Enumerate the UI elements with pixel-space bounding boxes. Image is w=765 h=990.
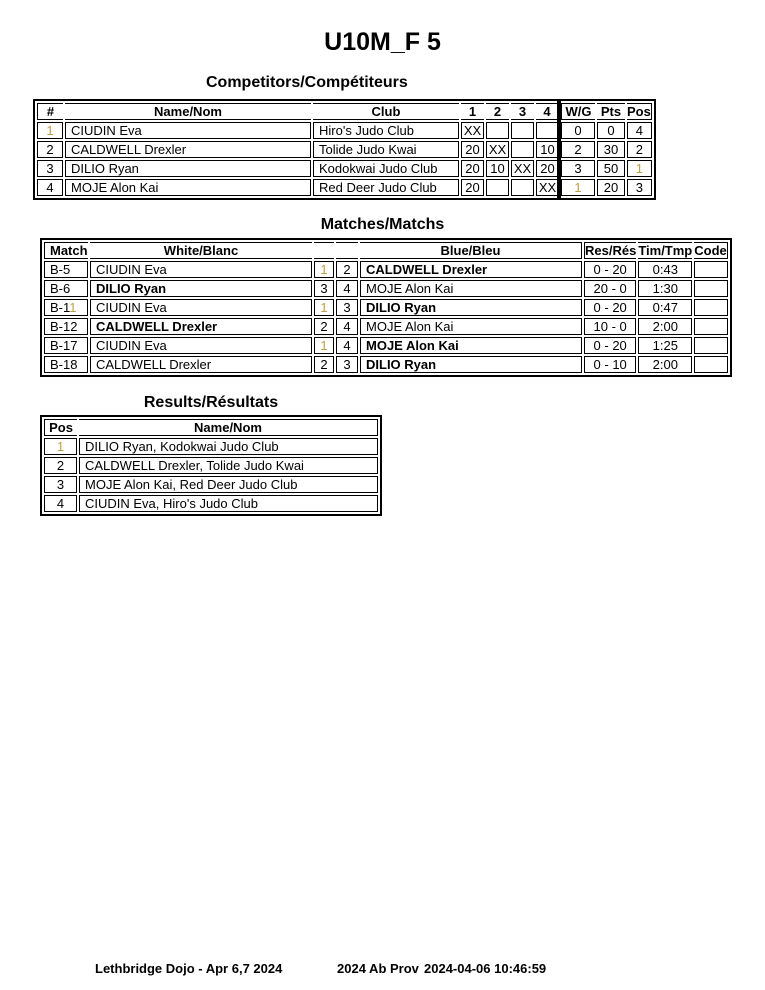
header-pos: Pos [627,104,651,119]
header-pts: Pts [597,103,625,120]
match-time: 1:25 [638,337,692,354]
white-number: 1 [314,299,334,316]
match-result: 20 - 0 [584,280,636,297]
wins: 1 [561,179,595,196]
match-row [44,261,728,278]
match-row [44,280,728,297]
white-competitor: DILIO Ryan [90,280,312,297]
page-title: U10M_F 5 [324,28,441,56]
competitor-name: MOJE Alon Kai [65,179,311,196]
score-vs-2 [486,179,509,196]
score-vs-2 [486,122,509,139]
points: 20 [597,179,625,196]
match-code [694,337,728,354]
score-vs-4: XX [536,179,559,196]
score-vs-3 [511,141,534,158]
header-wg: W/G [561,103,595,120]
position: 3 [627,179,652,196]
position: 4 [627,122,652,139]
competitors-section-title: Competitors/Compétiteurs [206,74,408,91]
footer-venue: Lethbridge Dojo - Apr 6,7 2024 [95,961,283,976]
white-competitor: CIUDIN Eva [90,299,312,316]
match-code [694,356,728,373]
header-pos: Pos [44,419,77,436]
competitor-name: CIUDIN Eva [65,122,311,139]
blue-number: 3 [336,299,358,316]
match-code [694,299,728,316]
matches-header-row [44,242,728,259]
blue-number: 4 [336,337,358,354]
score-vs-2: XX [486,141,509,158]
blue-competitor: DILIO Ryan [360,299,582,316]
white-competitor: CIUDIN Eva [90,337,312,354]
white-number: 2 [314,318,334,335]
match-result: 0 - 10 [584,356,636,373]
score-results-divider [557,99,561,200]
competitor-name: DILIO Ryan [65,160,311,177]
match-code [694,318,728,335]
match-time: 0:47 [638,299,692,316]
blue-competitor: MOJE Alon Kai [360,280,582,297]
white-competitor: CIUDIN Eva [90,261,312,278]
score-vs-2: 10 [486,160,509,177]
footer-event: 2024 Ab Prov [337,961,419,976]
match-time: 1:30 [638,280,692,297]
wins: 3 [561,160,595,177]
header-opp3: 3 [511,103,534,120]
match-row [44,318,728,335]
results-section-title: Results/Résultats [143,394,279,411]
competitors-table [33,99,656,200]
blue-number: 2 [336,261,358,278]
score-vs-1: XX [461,122,484,139]
blue-competitor: MOJE Alon Kai [360,318,582,335]
match-id: B-6 [44,280,88,297]
result-position: 3 [44,476,77,493]
result-position: 1 [44,438,77,455]
score-vs-4: 10 [536,141,559,158]
result-row [44,457,378,474]
header-club: Club [313,103,459,120]
white-number: 3 [314,280,334,297]
results-table [40,415,382,516]
competitor-number: 1 [37,122,63,139]
match-id: B-17 [44,337,88,354]
score-vs-1: 20 [461,160,484,177]
header-name: Name/Nom [79,419,378,436]
competitor-number: 2 [37,141,63,158]
match-code [694,280,728,297]
competitor-name: CALDWELL Drexler [65,141,311,158]
result-row [44,476,378,493]
results-header-row [44,419,378,436]
result-row [44,495,378,512]
result-name: CIUDIN Eva, Hiro's Judo Club [79,495,378,512]
header-res: Res/Rés [585,243,637,258]
matches-table [40,238,732,377]
competitor-number: 3 [37,160,63,177]
header-white-num [314,242,334,259]
points: 30 [597,141,625,158]
score-vs-3 [511,179,534,196]
competitor-number: 4 [37,179,63,196]
match-id: B-12 [44,318,88,335]
competitor-club: Tolide Judo Kwai [313,141,459,158]
score-vs-4: 20 [536,160,559,177]
score-vs-3: XX [511,160,534,177]
match-time: 2:00 [638,356,692,373]
blue-competitor: DILIO Ryan [360,356,582,373]
header-time: Tim/Tmp [638,243,693,258]
header-opp2: 2 [486,103,509,120]
wins: 2 [561,141,595,158]
white-number: 1 [314,261,334,278]
match-id: B-5 [44,261,88,278]
points: 50 [597,160,625,177]
white-number: 1 [314,337,334,354]
position: 1 [627,160,652,177]
header-opp4: 4 [536,103,559,120]
header-name: Name/Nom [65,103,311,120]
header-blue-num [336,242,358,259]
blue-competitor: CALDWELL Drexler [360,261,582,278]
header-opp1: 1 [461,103,484,120]
match-result: 0 - 20 [584,261,636,278]
blue-number: 3 [336,356,358,373]
result-name: CALDWELL Drexler, Tolide Judo Kwai [79,457,378,474]
result-position: 4 [44,495,77,512]
header-code: Code [694,243,727,258]
score-vs-1: 20 [461,141,484,158]
blue-competitor: MOJE Alon Kai [360,337,582,354]
header-match: Match [44,242,88,259]
match-row [44,337,728,354]
match-time: 2:00 [638,318,692,335]
result-row [44,438,378,455]
competitor-club: Red Deer Judo Club [313,179,459,196]
matches-section-title: Matches/Matchs [320,216,445,233]
score-vs-3 [511,122,534,139]
score-vs-1: 20 [461,179,484,196]
match-result: 0 - 20 [584,299,636,316]
match-id: B-11 [44,299,88,316]
match-code [694,261,728,278]
points: 0 [597,122,625,139]
score-vs-4 [536,122,559,139]
match-result: 0 - 20 [584,337,636,354]
blue-number: 4 [336,318,358,335]
white-competitor: CALDWELL Drexler [90,356,312,373]
result-name: MOJE Alon Kai, Red Deer Judo Club [79,476,378,493]
header-num: # [37,103,63,120]
blue-number: 4 [336,280,358,297]
result-name: DILIO Ryan, Kodokwai Judo Club [79,438,378,455]
match-time: 0:43 [638,261,692,278]
header-white: White/Blanc [90,242,312,259]
result-position: 2 [44,457,77,474]
match-result: 10 - 0 [584,318,636,335]
header-blue: Blue/Bleu [360,242,582,259]
position: 2 [627,141,652,158]
competitor-club: Kodokwai Judo Club [313,160,459,177]
white-number: 2 [314,356,334,373]
match-row [44,356,728,373]
match-id: B-18 [44,356,88,373]
footer-timestamp: 2024-04-06 10:46:59 [424,961,547,976]
match-row [44,299,728,316]
wins: 0 [561,122,595,139]
competitor-club: Hiro's Judo Club [313,122,459,139]
white-competitor: CALDWELL Drexler [90,318,312,335]
